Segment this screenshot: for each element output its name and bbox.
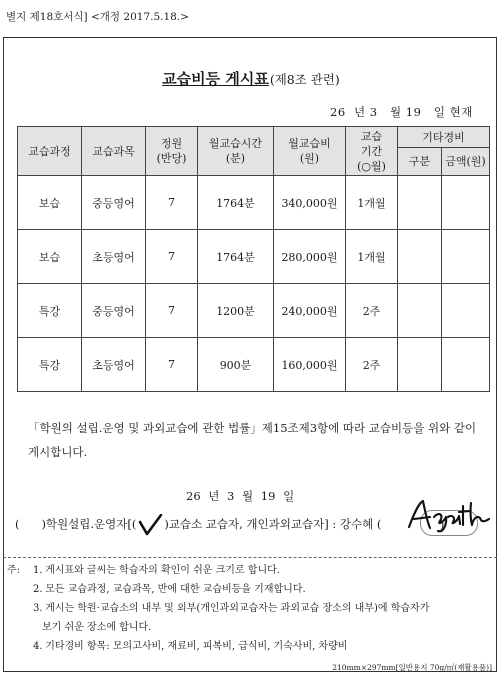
header-subject: 교습과목 (82, 127, 146, 176)
date-year-unit: 년 (353, 105, 366, 119)
cell-other-amount (442, 176, 490, 230)
signer-tutor-label: )교습소 교습자, 개인과외교습자] : 강수혜 ( (164, 517, 382, 531)
header-other-amount: 금액(원) (442, 148, 490, 176)
cell-capacity: 7 (146, 230, 198, 284)
header-period: 교습 기간 (○월) (346, 127, 398, 176)
date-suffix: 현재 (449, 105, 473, 119)
cell-other-type (398, 230, 442, 284)
cell-hours: 1764분 (198, 230, 274, 284)
header-other-expenses: 기타경비 (398, 127, 490, 148)
note-item: 3. 게시는 학원·교습소의 내부 및 외부(개인과외교습자는 과외교습 장소의 내부)에 학습자가 (33, 603, 430, 614)
cell-capacity: 7 (146, 338, 198, 392)
date-month: 3 (369, 105, 378, 119)
notes-divider (3, 557, 497, 558)
table-row (18, 230, 490, 284)
cell-other-type (398, 176, 442, 230)
cell-other-type (398, 338, 442, 392)
cell-fee: 240,000원 (274, 284, 346, 338)
law-notice: 「학원의 설립.운영 및 과외교습에 관한 법률」제15조제3항에 따라 교습비등을 위와 같이 게시합니다. (28, 421, 477, 459)
table-row (18, 338, 490, 392)
cell-other-amount (442, 230, 490, 284)
paper-spec: 210mm×297mm[일반용지 70g/㎡(재활용품)] (332, 663, 492, 672)
cell-subject: 초등영어 (82, 338, 146, 392)
cell-capacity: 7 (146, 284, 198, 338)
note-item: 4. 기타경비 항목: 모의고사비, 재료비, 피복비, 급식비, 기숙사비, 차량비 (33, 641, 348, 652)
sign-date: 26 년 3 월 19 일 (186, 489, 295, 503)
cell-fee: 340,000원 (274, 176, 346, 230)
note-item: 주: 1. 게시표와 글씨는 학습자의 확인이 쉬운 크기로 합니다. (7, 561, 487, 580)
cell-subject: 중등영어 (82, 284, 146, 338)
cell-fee: 280,000원 (274, 230, 346, 284)
form-number: 별지 제18호서식] <개정 2017.5.18.> (6, 11, 189, 23)
fee-table (17, 126, 490, 392)
cell-capacity: 7 (146, 176, 198, 230)
table-row (18, 284, 490, 338)
cell-other-amount (442, 284, 490, 338)
notes (7, 561, 487, 656)
note-item: 2. 모든 교습과정, 교습과목, 반에 대한 교습비등을 기재합니다. (33, 584, 306, 595)
cell-period: 2주 (346, 338, 398, 392)
title-main: 교습비등 게시표 (162, 70, 269, 88)
checkmark-icon (137, 514, 163, 536)
cell-course: 특강 (18, 284, 82, 338)
cell-period: 2주 (346, 284, 398, 338)
cell-hours: 900분 (198, 338, 274, 392)
cell-course: 특강 (18, 338, 82, 392)
note-continuation: 보기 쉬운 장소에 합니다. (42, 622, 152, 633)
cell-hours: 1200분 (198, 284, 274, 338)
title-sub: (제8조 관련) (269, 72, 340, 87)
cell-other-amount (442, 338, 490, 392)
notes-lead: 주: (7, 565, 21, 576)
signature-icon (403, 497, 495, 535)
date-year: 26 (330, 105, 346, 119)
cell-course: 보습 (18, 176, 82, 230)
page-title (0, 68, 502, 89)
date-month-unit: 월 (390, 105, 402, 119)
cell-course: 보습 (18, 230, 82, 284)
signer-school-label: )학원설립.운영자[( (41, 517, 137, 531)
date-day-unit: 일 (433, 105, 446, 119)
header-course: 교습과정 (18, 127, 82, 176)
header-monthly-fee: 월교습비 (원) (274, 127, 346, 176)
cell-period: 1개월 (346, 176, 398, 230)
cell-subject: 중등영어 (82, 176, 146, 230)
as-of-date (330, 104, 473, 120)
signer-close: ) (439, 517, 445, 531)
header-other-type: 구분 (398, 148, 442, 176)
signer-open: ( (15, 517, 20, 531)
header-capacity: 정원 (반당) (146, 127, 198, 176)
header-monthly-hours: 월교습시간 (분) (198, 127, 274, 176)
date-day: 19 (405, 105, 422, 119)
cell-subject: 초등영어 (82, 230, 146, 284)
cell-fee: 160,000원 (274, 338, 346, 392)
table-row (18, 176, 490, 230)
cell-other-type (398, 284, 442, 338)
cell-hours: 1764분 (198, 176, 274, 230)
cell-period: 1개월 (346, 230, 398, 284)
